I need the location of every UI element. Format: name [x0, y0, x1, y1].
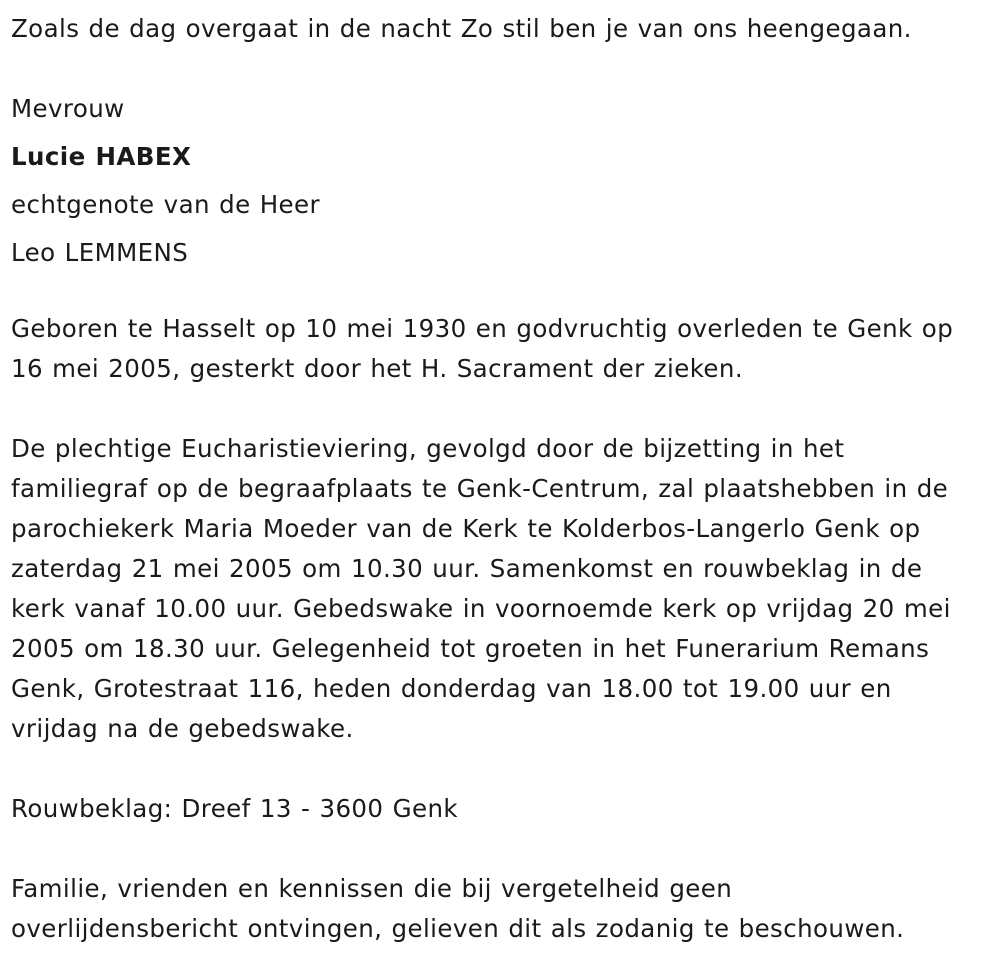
deceased-name: Lucie HABEX — [11, 142, 192, 171]
spacer — [11, 749, 991, 789]
spacer — [11, 53, 991, 85]
paragraph-line: familiegraf op de begraafplaats te Genk-Centrum, zal plaatshebben in de — [11, 474, 949, 503]
paragraph-line: Genk, Grotestraat 116, heden donderdag van 18.00 tot 19.00 uur en — [11, 674, 892, 703]
spacer — [11, 829, 991, 869]
spacer — [11, 277, 991, 309]
motto: Zoals de dag overgaat in de nacht Zo stil ben je van ons heengegaan. — [11, 14, 912, 43]
paragraph-line: kerk vanaf 10.00 uur. Gebedswake in voornoemde kerk op vrijdag 20 mei — [11, 594, 951, 623]
spouse-name: Leo LEMMENS — [11, 238, 189, 267]
paragraph-line: De plechtige Eucharistieviering, gevolgd door de bijzetting in het — [11, 434, 845, 463]
paragraph-line: parochiekerk Maria Moeder van de Kerk te Kolderbos-Langerlo Genk op — [11, 514, 921, 543]
spacer — [11, 389, 991, 429]
honorific: Mevrouw — [11, 94, 125, 123]
paragraph-line: zaterdag 21 mei 2005 om 10.30 uur. Samenkomst en rouwbeklag in de — [11, 554, 923, 583]
paragraph-line: Familie, vrienden en kennissen die bij vergetelheid geen — [11, 874, 733, 903]
death-notice — [11, 5, 991, 949]
paragraph-line: 16 mei 2005, gesterkt door het H. Sacrament der zieken. — [11, 354, 744, 383]
relation-text: echtgenote van de Heer — [11, 190, 320, 219]
paragraph-line: 2005 om 18.30 uur. Gelegenheid tot groeten in het Funerarium Remans — [11, 634, 930, 663]
paragraph-line: Geboren te Hasselt op 10 mei 1930 en godvruchtig overleden te Genk op — [11, 314, 954, 343]
birth-death-paragraph — [11, 309, 991, 389]
closing-paragraph — [11, 869, 991, 949]
paragraph-line: overlijdensbericht ontvingen, gelieven dit als zodanig te beschouwen. — [11, 914, 905, 943]
paragraph-line: vrijdag na de gebedswake. — [11, 714, 354, 743]
condolence-address: Rouwbeklag: Dreef 13 - 3600 Genk — [11, 794, 458, 823]
ceremony-paragraph — [11, 429, 991, 749]
